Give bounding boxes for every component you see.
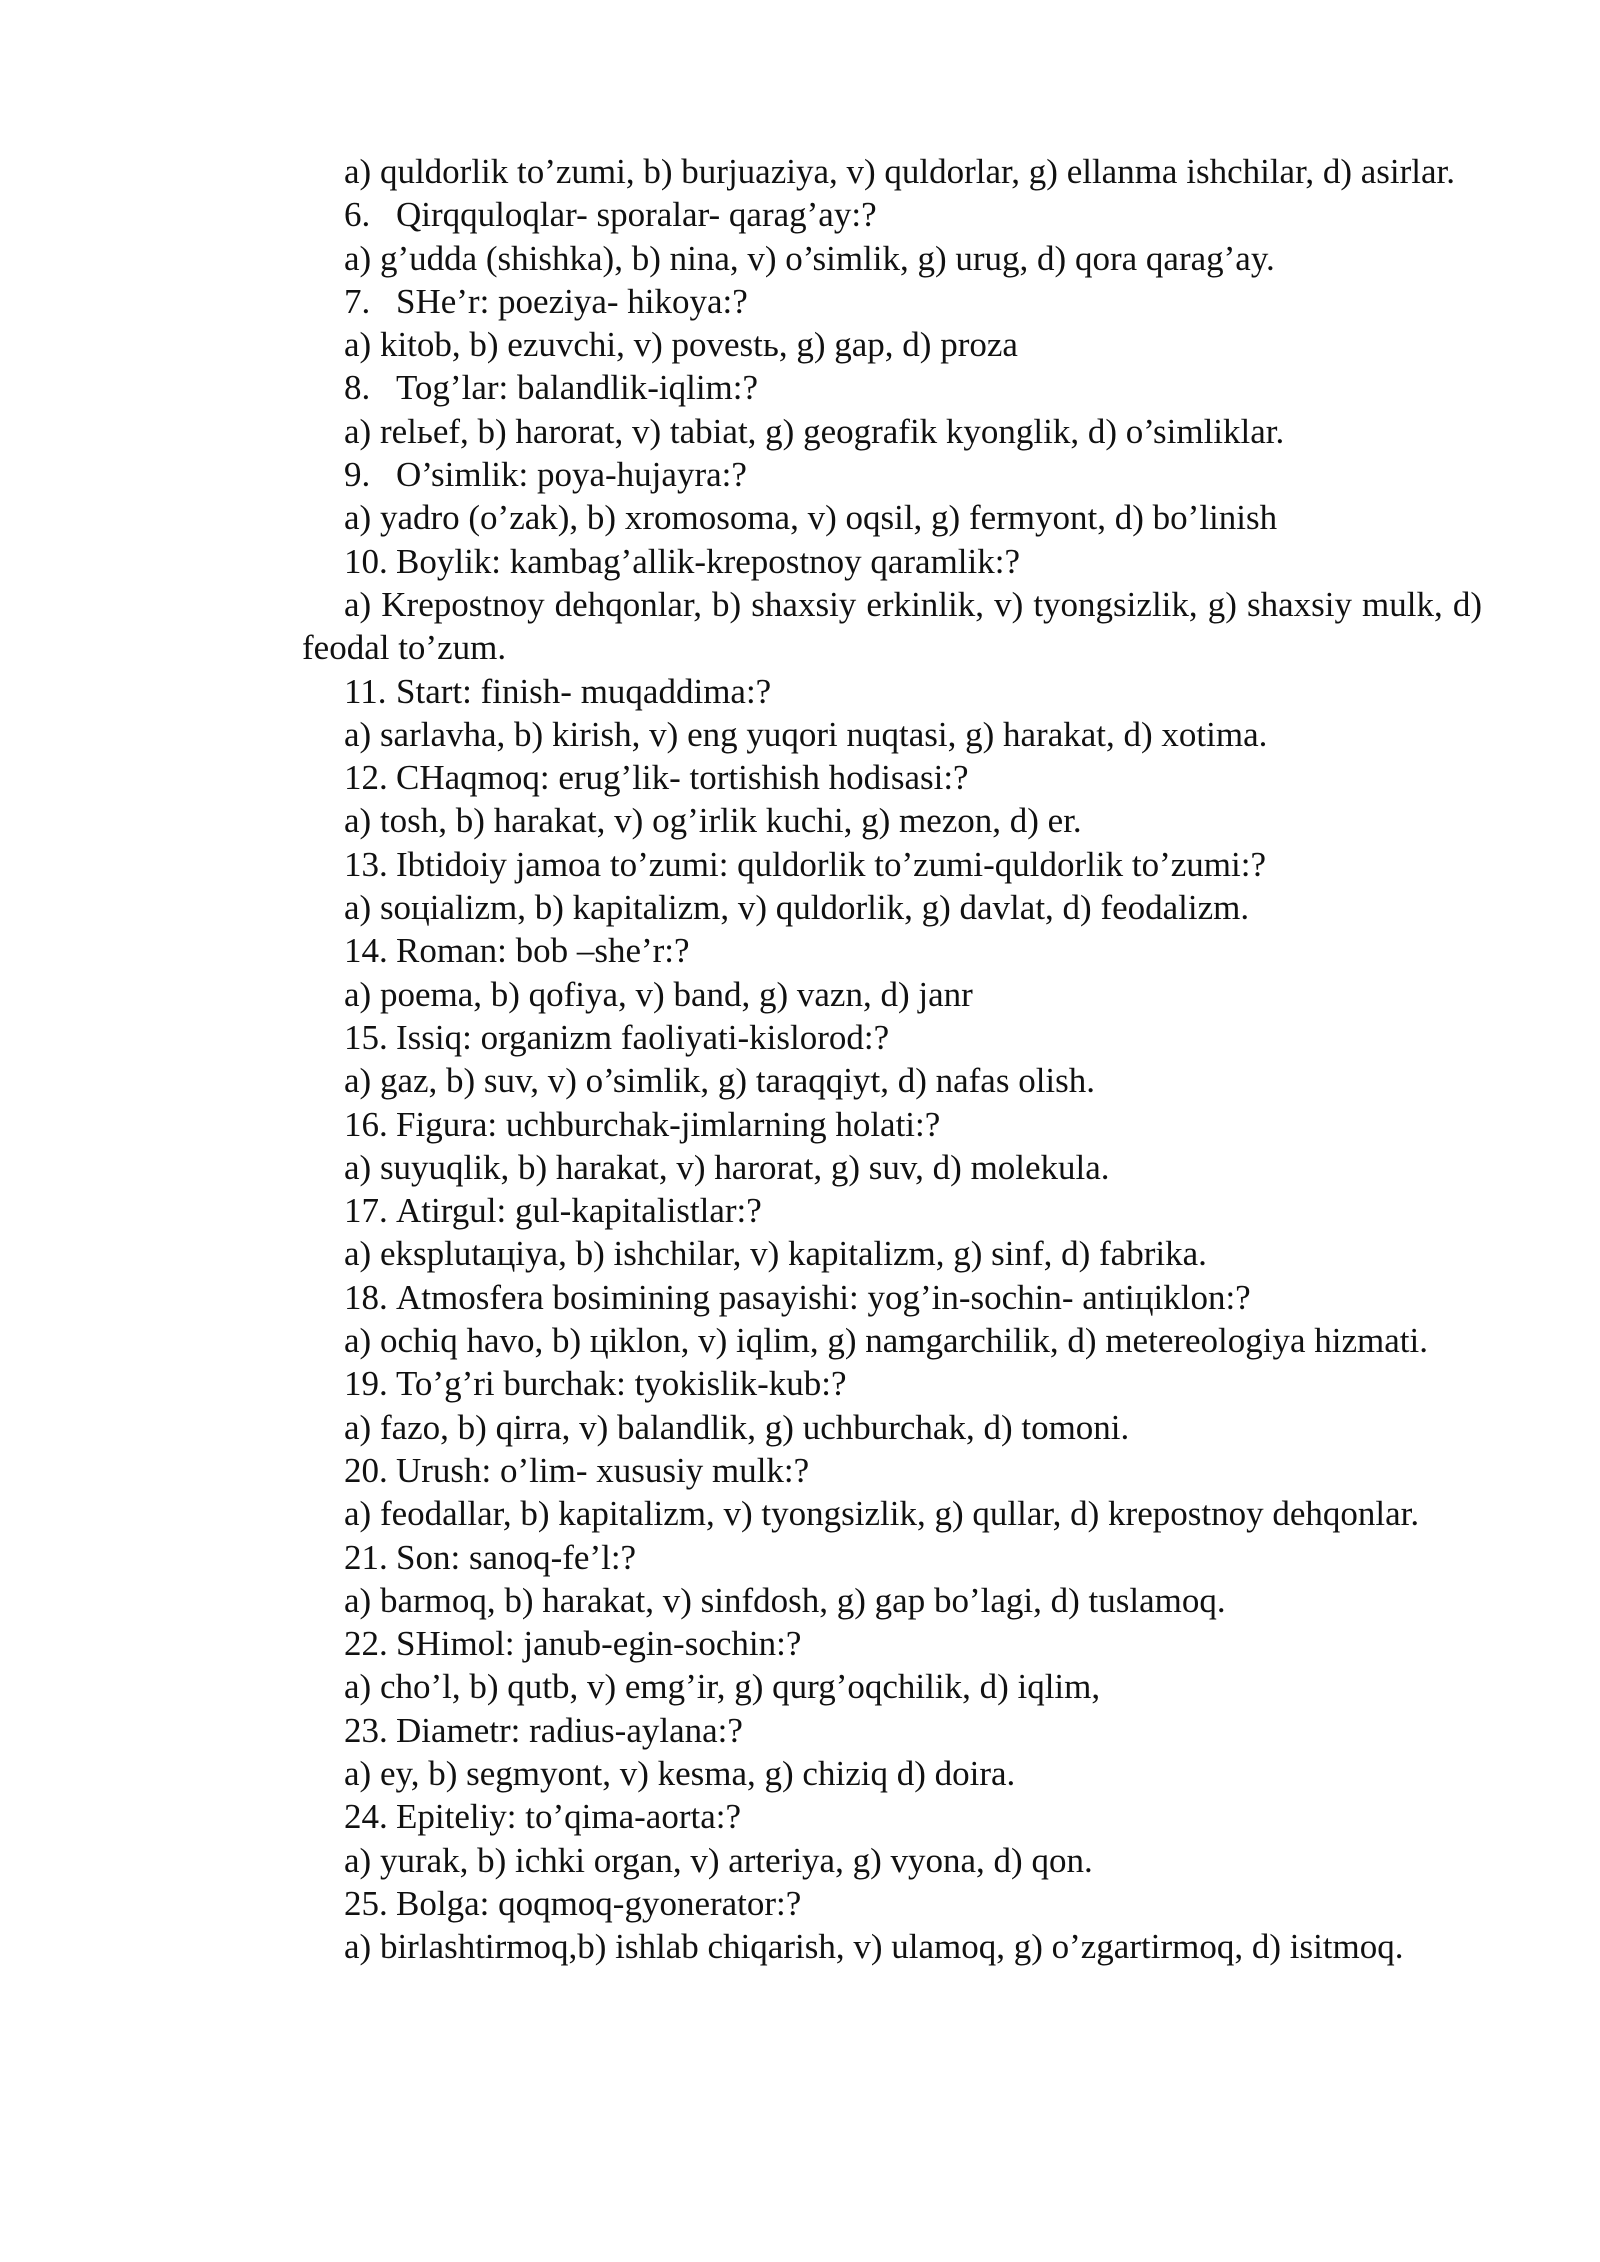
answer-options: a) kitob, b) ezuvchi, v) povestь, g) gap, d) proza (344, 325, 1018, 365)
question-row (302, 1622, 1482, 1665)
answer-options: a) Krepostnoy dehqonlar, b) shaxsiy erkinlik, v) tyongsizlik, g) shaxsiy mulk, d) feodal to’zum. (302, 584, 1482, 668)
question-row (302, 453, 1482, 496)
answer-options: a) soцializm, b) kapitalizm, v) quldorlik, g) davlat, d) feodalizm. (344, 888, 1250, 928)
question-row (302, 366, 1482, 409)
question-row (302, 1709, 1482, 1752)
question-number: 25. (344, 1883, 388, 1923)
question-text: CHaqmoq: erug’lik- tortishish hodisasi:? (396, 758, 969, 798)
question-number: 21. (344, 1537, 388, 1577)
question-text: Urush: o’lim- xususiy mulk:? (396, 1450, 810, 1490)
question-number: 24. (344, 1797, 388, 1837)
question-row (302, 1362, 1482, 1405)
question-text: Diametr: radius-aylana:? (396, 1710, 743, 1750)
answer-options: a) cho’l, b) qutb, v) emg’ir, g) qurg’oqchilik, d) iqlim, (344, 1667, 1101, 1707)
question-row (302, 1449, 1482, 1492)
answer-options: a) poema, b) qofiya, v) band, g) vazn, d) janr (344, 974, 973, 1014)
answer-options: a) yadro (o’zak), b) xromosoma, v) oqsil, g) fermyont, d) bo’linish (344, 498, 1278, 538)
question-text: Ibtidoiy jamoa to’zumi: quldorlik to’zumi-quldorlik to’zumi:? (396, 844, 1266, 884)
question-row (302, 843, 1482, 886)
answer-options: a) birlashtirmoq,b) ishlab chiqarish, v) ulamoq, g) o’zgartirmoq, d) isitmoq. (344, 1927, 1404, 1967)
question-number: 10. (344, 541, 388, 581)
question-row (302, 1795, 1482, 1838)
answer-options: a) g’udda (shishka), b) nina, v) o’simlik, g) urug, d) qora qarag’ay. (344, 238, 1275, 278)
answer-options: a) tosh, b) harakat, v) og’irlik kuchi, g) mezon, d) er. (344, 801, 1082, 841)
question-row (302, 929, 1482, 972)
question-number: 15. (344, 1017, 388, 1057)
question-row (302, 1016, 1482, 1059)
question-number: 14. (344, 931, 388, 971)
question-row (302, 1882, 1482, 1925)
question-row (302, 670, 1482, 713)
question-text: Atmosfera bosimining pasayishi: yog’in-sochin- antiцiklon:? (396, 1277, 1251, 1317)
question-row (302, 1276, 1482, 1319)
question-number: 22. (344, 1624, 388, 1664)
question-text: Roman: bob –she’r:? (396, 931, 690, 971)
answer-options: a) relьef, b) harorat, v) tabiat, g) geografik kyonglik, d) o’simliklar. (344, 411, 1285, 451)
answer-options: a) suyuqlik, b) harakat, v) harorat, g) suv, d) molekula. (344, 1147, 1110, 1187)
question-number: 19. (344, 1364, 388, 1404)
question-number: 23. (344, 1710, 388, 1750)
question-text: To’g’ri burchak: tyokislik-kub:? (396, 1364, 847, 1404)
question-number: 17. (344, 1191, 388, 1231)
question-number: 7. (344, 281, 371, 321)
question-row (302, 193, 1482, 236)
question-text: Issiq: organizm faoliyati-kislorod:? (396, 1017, 890, 1057)
answer-options: a) sarlavha, b) kirish, v) eng yuqori nuqtasi, g) harakat, d) xotima. (344, 714, 1268, 754)
question-text: Atirgul: gul-kapitalistlar:? (396, 1191, 762, 1231)
question-number: 16. (344, 1104, 388, 1144)
question-text: Figura: uchburchak-jimlarning holati:? (396, 1104, 941, 1144)
question-text: Boylik: kambag’allik-krepostnoy qaramlik:? (396, 541, 1021, 581)
answer-options: a) gaz, b) suv, v) o’simlik, g) taraqqiyt, d) nafas olish. (344, 1061, 1096, 1101)
question-text: Bolga: qoqmoq-gyonerator:? (396, 1883, 802, 1923)
question-row (302, 1189, 1482, 1232)
question-text: O’simlik: poya-hujayra:? (396, 455, 747, 495)
question-number: 20. (344, 1450, 388, 1490)
answer-options: a) quldorlik to’zumi, b) burjuaziya, v) quldorlar, g) ellanma ishchilar, d) asirlar. (344, 152, 1456, 191)
answer-options: a) ochiq havo, b) цiklon, v) iqlim, g) namgarchilik, d) metereologiya hizmati. (344, 1321, 1428, 1361)
question-number: 18. (344, 1277, 388, 1317)
question-text: SHimol: janub-egin-sochin:? (396, 1624, 802, 1664)
question-text: Epiteliy: to’qima-aorta:? (396, 1797, 742, 1837)
question-number: 9. (344, 455, 371, 495)
document-page (302, 150, 1482, 1968)
question-text: Start: finish- muqaddima:? (396, 671, 772, 711)
answer-options: a) eksplutaцiya, b) ishchilar, v) kapitalizm, g) sinf, d) fabrika. (344, 1234, 1207, 1274)
question-number: 13. (344, 844, 388, 884)
question-number: 12. (344, 758, 388, 798)
question-text: SHe’r: poeziya- hikoya:? (396, 281, 748, 321)
question-number: 6. (344, 195, 371, 235)
answer-options: a) barmoq, b) harakat, v) sinfdosh, g) gap bo’lagi, d) tuslamoq. (344, 1580, 1226, 1620)
answer-options: a) fazo, b) qirra, v) balandlik, g) uchburchak, d) tomoni. (344, 1407, 1130, 1447)
question-text: Tog’lar: balandlik-iqlim:? (396, 368, 759, 408)
question-row (302, 756, 1482, 799)
question-row (302, 1536, 1482, 1579)
question-text: Qirqquloqlar- sporalar- qarag’ay:? (396, 195, 877, 235)
question-row (302, 540, 1482, 583)
question-text: Son: sanoq-fe’l:? (396, 1537, 637, 1577)
answer-options: a) feodallar, b) kapitalizm, v) tyongsizlik, g) qullar, d) krepostnoy dehqonlar. (344, 1494, 1420, 1534)
question-row (302, 280, 1482, 323)
answer-options: a) ey, b) segmyont, v) kesma, g) chiziq d) doira. (344, 1753, 1016, 1793)
answer-options: a) yurak, b) ichki organ, v) arteriya, g) vyona, d) qon. (344, 1840, 1093, 1880)
question-row (302, 1103, 1482, 1146)
question-number: 11. (344, 671, 387, 711)
question-number: 8. (344, 368, 371, 408)
